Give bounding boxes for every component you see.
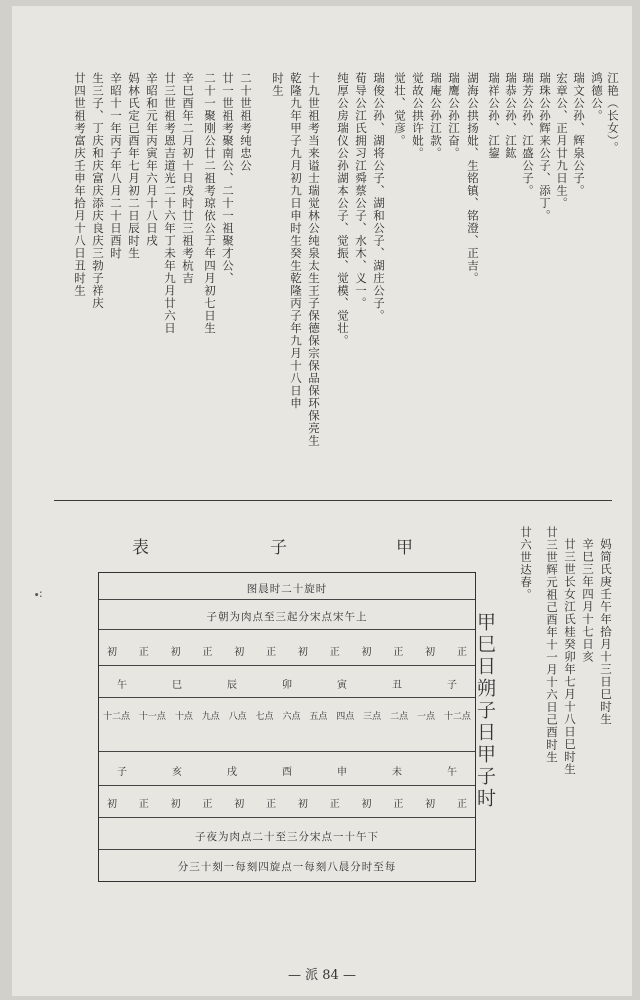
table-row: 子 亥 戌 酉 申 未 午 [117, 767, 457, 778]
text-column: 生三子、丁庆和庆富庆添庆良庆三勃子祥庆 [91, 72, 105, 310]
right-text-column: 辛巳三年四月十七日亥 [581, 538, 595, 663]
table-row: 初 正 初 正 初 正 初 正 初 正 初 正 [107, 647, 467, 658]
text-column: 觉故公拱许妣。 [411, 72, 425, 160]
text-column: 江艳（长女）。 [606, 72, 620, 154]
text-column: 觉壮、觉彦。 [393, 72, 407, 147]
text-column: 瑞俊公孙、湖将公子、湖和公子、湖庄公子。 [372, 72, 386, 322]
section-divider [54, 500, 612, 501]
scan-mark: ∙∶ [34, 588, 43, 601]
text-column: 廿四世祖考富庆壬申年拾月十八日丑时生 [73, 72, 87, 297]
table-title-char: 子 [270, 538, 287, 558]
text-column: 瑞芳公孙、江盛公子。 [521, 72, 535, 197]
text-column: 鸿德公。 [590, 72, 604, 122]
right-text-column: 妈简氏庚壬午年拾月十三日巳时生 [599, 538, 613, 726]
document-page [12, 6, 632, 996]
table-bottom-row: 分三十刻一每刻四旋点一每刻八晨分时至每 [177, 861, 397, 873]
text-column: 辛巳酉年二月初十日戌时廿三祖考杭吉 [181, 72, 195, 285]
right-text-column: 廿三世辉元祖己酉年十一月十六日己酉时生 [545, 526, 559, 764]
time-conversion-table [98, 572, 476, 882]
table-header-row: 图晨时二十旋时 [246, 583, 328, 595]
text-column: 荀导公江氏拥习江舜蔡公子、水木、义一。 [354, 72, 368, 310]
text-column: 湖海公拱扬妣、生铭镇、铭澄、正吉。 [466, 72, 480, 285]
table-title-char: 甲 [396, 538, 413, 558]
right-text-column: 廿三世长女江氏桂癸卯年七月十八日巳时生 [563, 538, 577, 776]
text-column: 瑞庵公孙江款。 [429, 72, 443, 160]
text-column: 瑞鹰公孙江奋。 [447, 72, 461, 160]
text-column: 辛昭十一年丙子年八月二十日酉时 [109, 72, 123, 260]
table-title-char: 表 [132, 538, 149, 558]
table-row: 十二点 十一点 十点 九点 八点 七点 六点 五点 四点 三点 二点 一点 十二点 [103, 712, 471, 722]
table-bottom-row: 子夜为肉点二十至三分宋点一十午下 [195, 831, 379, 843]
text-column: 纯厚公房瑞仪公孙湖本公子、觉振、觉模、觉壮。 [336, 72, 350, 347]
table-side-caption: 甲巳日朔子日甲子时 [474, 612, 496, 810]
text-column: 二十世祖考纯忠公 [239, 72, 253, 172]
text-column: 廿三世祖考恩吉道光二十六年丁未年九月廿六日 [163, 72, 177, 335]
text-column: 二十一聚刚公廿二祖考琼依公于年四月初七日生 [203, 72, 217, 335]
text-column: 廿一世祖考聚南公、二十一祖聚才公、 [221, 72, 235, 285]
right-text-column: 廿六世达春。 [519, 526, 533, 601]
page-number: — 派 84 — [288, 968, 356, 983]
table-top-row: 子朝为肉点至三起分宋点宋午上 [206, 611, 368, 623]
text-column: 妈林氏定已酉年七月初二日辰时生 [127, 72, 141, 260]
text-column: 瑞文公孙、辉泉公子。 [572, 72, 586, 197]
text-column: 乾隆九年甲子九月初九日申时生癸生乾隆丙子年九月十八日申 [289, 72, 303, 410]
text-column: 瑞祥公孙、江鋆 [487, 72, 501, 160]
text-column: 瑞珠公孙辉来公子、添丁。 [538, 72, 552, 222]
text-column: 宏章公、正月廿九日生。 [555, 72, 569, 210]
text-column: 时生 [271, 72, 285, 97]
table-row: 初 正 初 正 初 正 初 正 初 正 初 正 [107, 799, 467, 810]
text-column: 瑞恭公孙、江鈜 [504, 72, 518, 160]
table-row: 午 巳 辰 卯 寅 丑 子 [117, 680, 457, 691]
text-column: 辛昭和元年丙寅年六月十八日戌 [145, 72, 159, 247]
text-column: 十九世祖考当来谥士瑞觉林公纯泉太生王子保德保宗保品保环保亮生 [307, 72, 321, 447]
